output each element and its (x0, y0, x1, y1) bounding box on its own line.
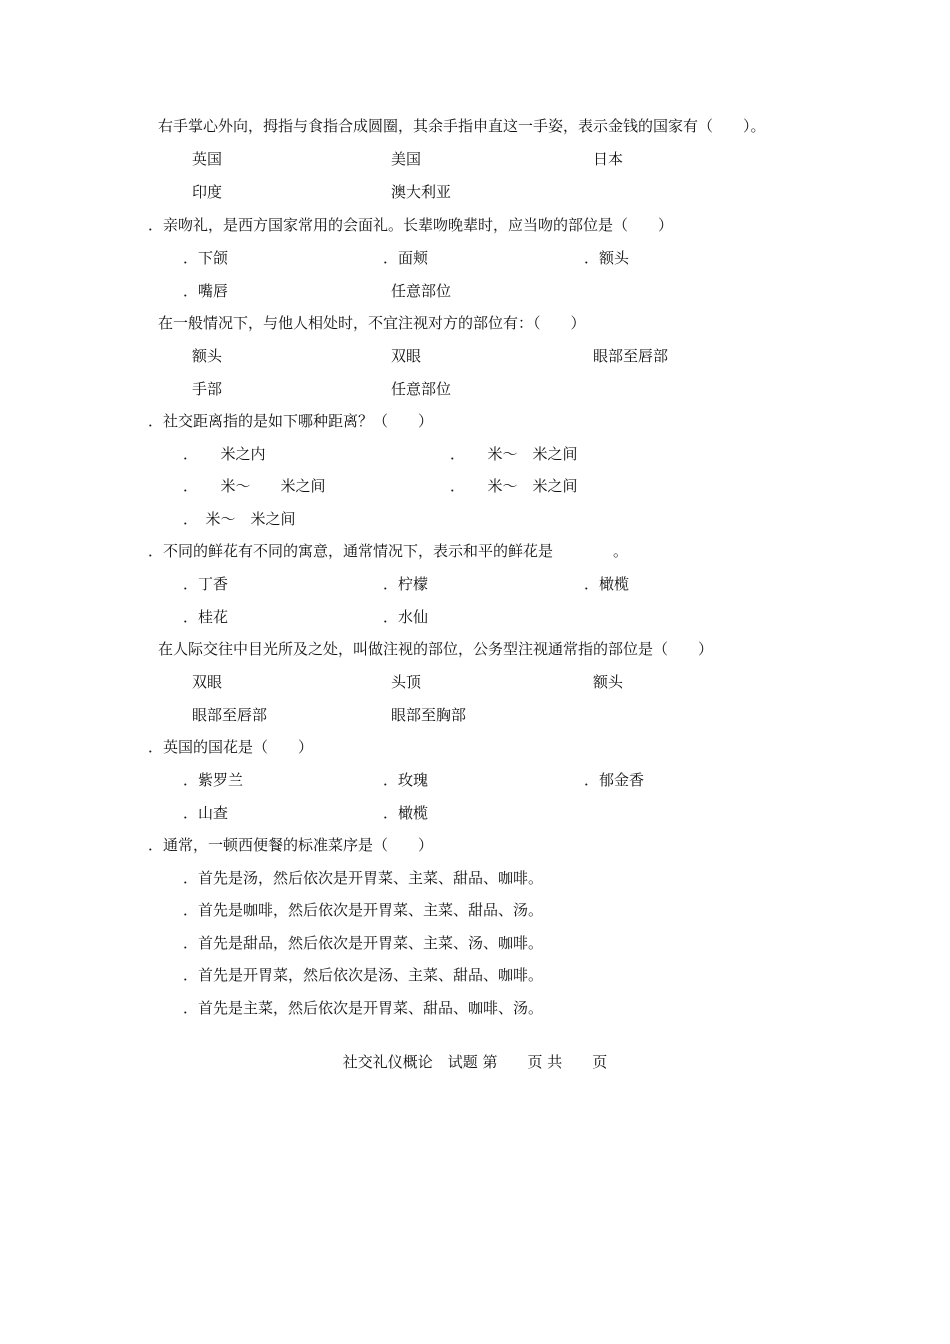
option-3e: 任意部位 (391, 380, 452, 398)
option-3a: 额头 (192, 347, 223, 365)
option-3c: 眼部至唇部 (593, 347, 669, 365)
option-7e: ．橄榄 (383, 804, 429, 822)
option-7b: ．玫瑰 (383, 771, 429, 789)
option-8b: ．首先是咖啡，然后依次是开胃菜、主菜、甜品、汤。 (183, 901, 544, 919)
option-6d: 眼部至唇部 (192, 706, 268, 724)
option-3b: 双眼 (391, 347, 422, 365)
option-1c: 日本 (593, 150, 624, 168)
option-6c: 额头 (593, 673, 624, 691)
option-4d: ． 米～ 米之间 (450, 477, 578, 495)
option-8d: ．首先是开胃菜，然后依次是汤、主菜、甜品、咖啡。 (183, 966, 544, 984)
question-stem-5: ．不同的鲜花有不同的寓意，通常情况下，表示和平的鲜花是 。 (148, 542, 629, 560)
question-stem-1: 右手掌心外向，拇指与食指合成圆圈，其余手指申直这一手姿，表示金钱的国家有（ ）。 (158, 117, 766, 135)
option-3d: 手部 (192, 380, 223, 398)
question-stem-8: ．通常，一顿西便餐的标准菜序是（ ） (148, 836, 434, 854)
option-6a: 双眼 (192, 673, 223, 691)
option-2c: ．额头 (584, 249, 630, 267)
option-4e: ． 米～ 米之间 (183, 510, 296, 528)
option-7a: ．紫罗兰 (183, 771, 244, 789)
option-1e: 澳大利亚 (391, 183, 452, 201)
option-4a: ． 米之内 (183, 445, 266, 463)
option-2a: ．下颌 (183, 249, 229, 267)
option-4c: ． 米～ 米之间 (183, 477, 326, 495)
option-2d: ．嘴唇 (183, 282, 229, 300)
option-8a: ．首先是汤，然后依次是开胃菜、主菜、甜品、咖啡。 (183, 869, 544, 887)
option-7d: ．山查 (183, 804, 229, 822)
option-5d: ．桂花 (183, 608, 229, 626)
question-stem-6: 在人际交往中目光所及之处，叫做注视的部位，公务型注视通常指的部位是（ ） (158, 640, 714, 658)
option-6b: 头顶 (391, 673, 422, 691)
option-8c: ．首先是甜品，然后依次是开胃菜、主菜、汤、咖啡。 (183, 934, 544, 952)
question-stem-4: ．社交距离指的是如下哪种距离？（ ） (148, 412, 434, 430)
option-1d: 印度 (192, 183, 223, 201)
option-1a: 英国 (192, 150, 223, 168)
option-5a: ．丁香 (183, 575, 229, 593)
question-stem-7: ．英国的国花是（ ） (148, 738, 314, 756)
option-2b: ．面颊 (383, 249, 429, 267)
page-footer: 社交礼仪概论 试题 第 页 共 页 (342, 1053, 608, 1071)
option-5b: ．柠檬 (383, 575, 429, 593)
option-6e: 眼部至胸部 (391, 706, 467, 724)
option-8e: ．首先是主菜，然后依次是开胃菜、甜品、咖啡、汤。 (183, 999, 544, 1017)
option-7c: ．郁金香 (584, 771, 645, 789)
option-2e: 任意部位 (391, 282, 452, 300)
option-5e: ．水仙 (383, 608, 429, 626)
option-4b: ． 米～ 米之间 (450, 445, 578, 463)
question-stem-3: 在一般情况下，与他人相处时，不宜注视对方的部位有：（ ） (158, 314, 586, 332)
option-5c: ．橄榄 (584, 575, 630, 593)
option-1b: 美国 (391, 150, 422, 168)
question-stem-2: ．亲吻礼，是西方国家常用的会面礼。长辈吻晚辈时，应当吻的部位是（ ） (148, 216, 674, 234)
